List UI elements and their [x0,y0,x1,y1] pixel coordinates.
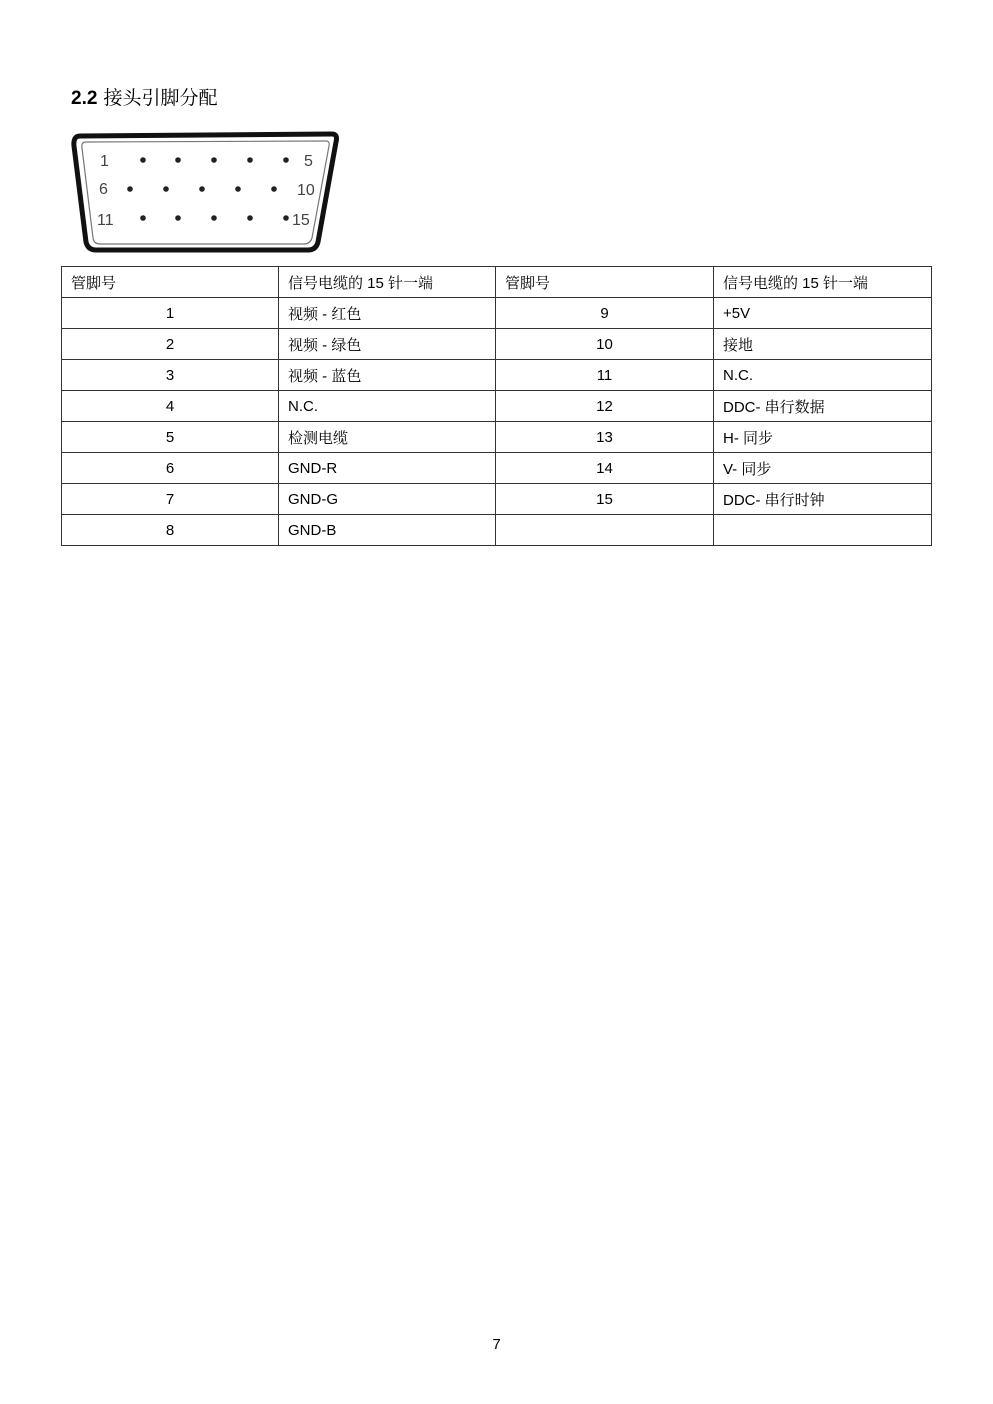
header-signal-a: 信号电缆的 15 针一端 [279,267,496,298]
signal-name: GND-G [279,484,496,515]
table-row [62,484,932,515]
pin-dot [127,186,133,192]
header-pin-a: 管脚号 [62,267,279,298]
signal-name: DDC- 串行数据 [714,391,932,422]
pin-dot [163,186,169,192]
pin-number: 11 [496,360,714,391]
pin-number: 5 [62,422,279,453]
pin-number: 14 [496,453,714,484]
page-number: 7 [492,1336,501,1353]
header-signal-b: 信号电缆的 15 针一端 [714,267,932,298]
pin-number: 4 [62,391,279,422]
signal-name: GND-B [279,515,496,546]
pin-dots-row-3 [140,215,289,221]
pin-label-1: 1 [100,153,109,170]
signal-name: 检测电缆 [279,422,496,453]
vga-connector-diagram [70,128,340,254]
pin-dots-row-2 [127,186,277,192]
pin-dot [247,215,253,221]
pin-label-11: 11 [97,212,114,229]
pin-dot [235,186,241,192]
pin-number: 6 [62,453,279,484]
pin-dot [283,215,289,221]
pin-number: 8 [62,515,279,546]
pin-dot [175,157,181,163]
pin-label-6: 6 [99,181,108,198]
pin-label-10: 10 [297,182,315,199]
pin-number: 9 [496,298,714,329]
section-heading [71,83,217,110]
table-row [62,391,932,422]
signal-name: GND-R [279,453,496,484]
signal-name: 视频 - 红色 [279,298,496,329]
table-header-row [62,267,932,298]
pin-assignment-table [61,266,932,546]
pin-dot [211,157,217,163]
signal-name: 接地 [714,329,932,360]
pin-number: 12 [496,391,714,422]
signal-name: +5V [714,298,932,329]
pin-number: 1 [62,298,279,329]
pin-dot [175,215,181,221]
signal-name: N.C. [279,391,496,422]
pin-dot [140,157,146,163]
pin-number: 3 [62,360,279,391]
pin-label-5: 5 [304,153,313,170]
signal-name: N.C. [714,360,932,391]
pin-dot [247,157,253,163]
signal-name: 视频 - 蓝色 [279,360,496,391]
signal-name: H- 同步 [714,422,932,453]
pin-number: 13 [496,422,714,453]
pin-label-15: 15 [292,212,310,229]
table-row [62,329,932,360]
table-row [62,360,932,391]
table-row [62,422,932,453]
table-row [62,298,932,329]
pin-dot [283,157,289,163]
section-title-text: 接头引脚分配 [103,87,218,109]
header-pin-b: 管脚号 [496,267,714,298]
pin-number: 10 [496,329,714,360]
pin-number: 7 [62,484,279,515]
table-row [62,515,932,546]
pin-number [496,515,714,546]
pin-dot [199,186,205,192]
section-number: 2.2 [71,88,98,109]
table-row [62,453,932,484]
signal-name [714,515,932,546]
signal-name: 视频 - 绿色 [279,329,496,360]
pin-dots-row-1 [140,157,289,163]
signal-name: V- 同步 [714,453,932,484]
signal-name: DDC- 串行时钟 [714,484,932,515]
pin-dot [211,215,217,221]
pin-dot [140,215,146,221]
pin-number: 15 [496,484,714,515]
pin-number: 2 [62,329,279,360]
pin-dot [271,186,277,192]
